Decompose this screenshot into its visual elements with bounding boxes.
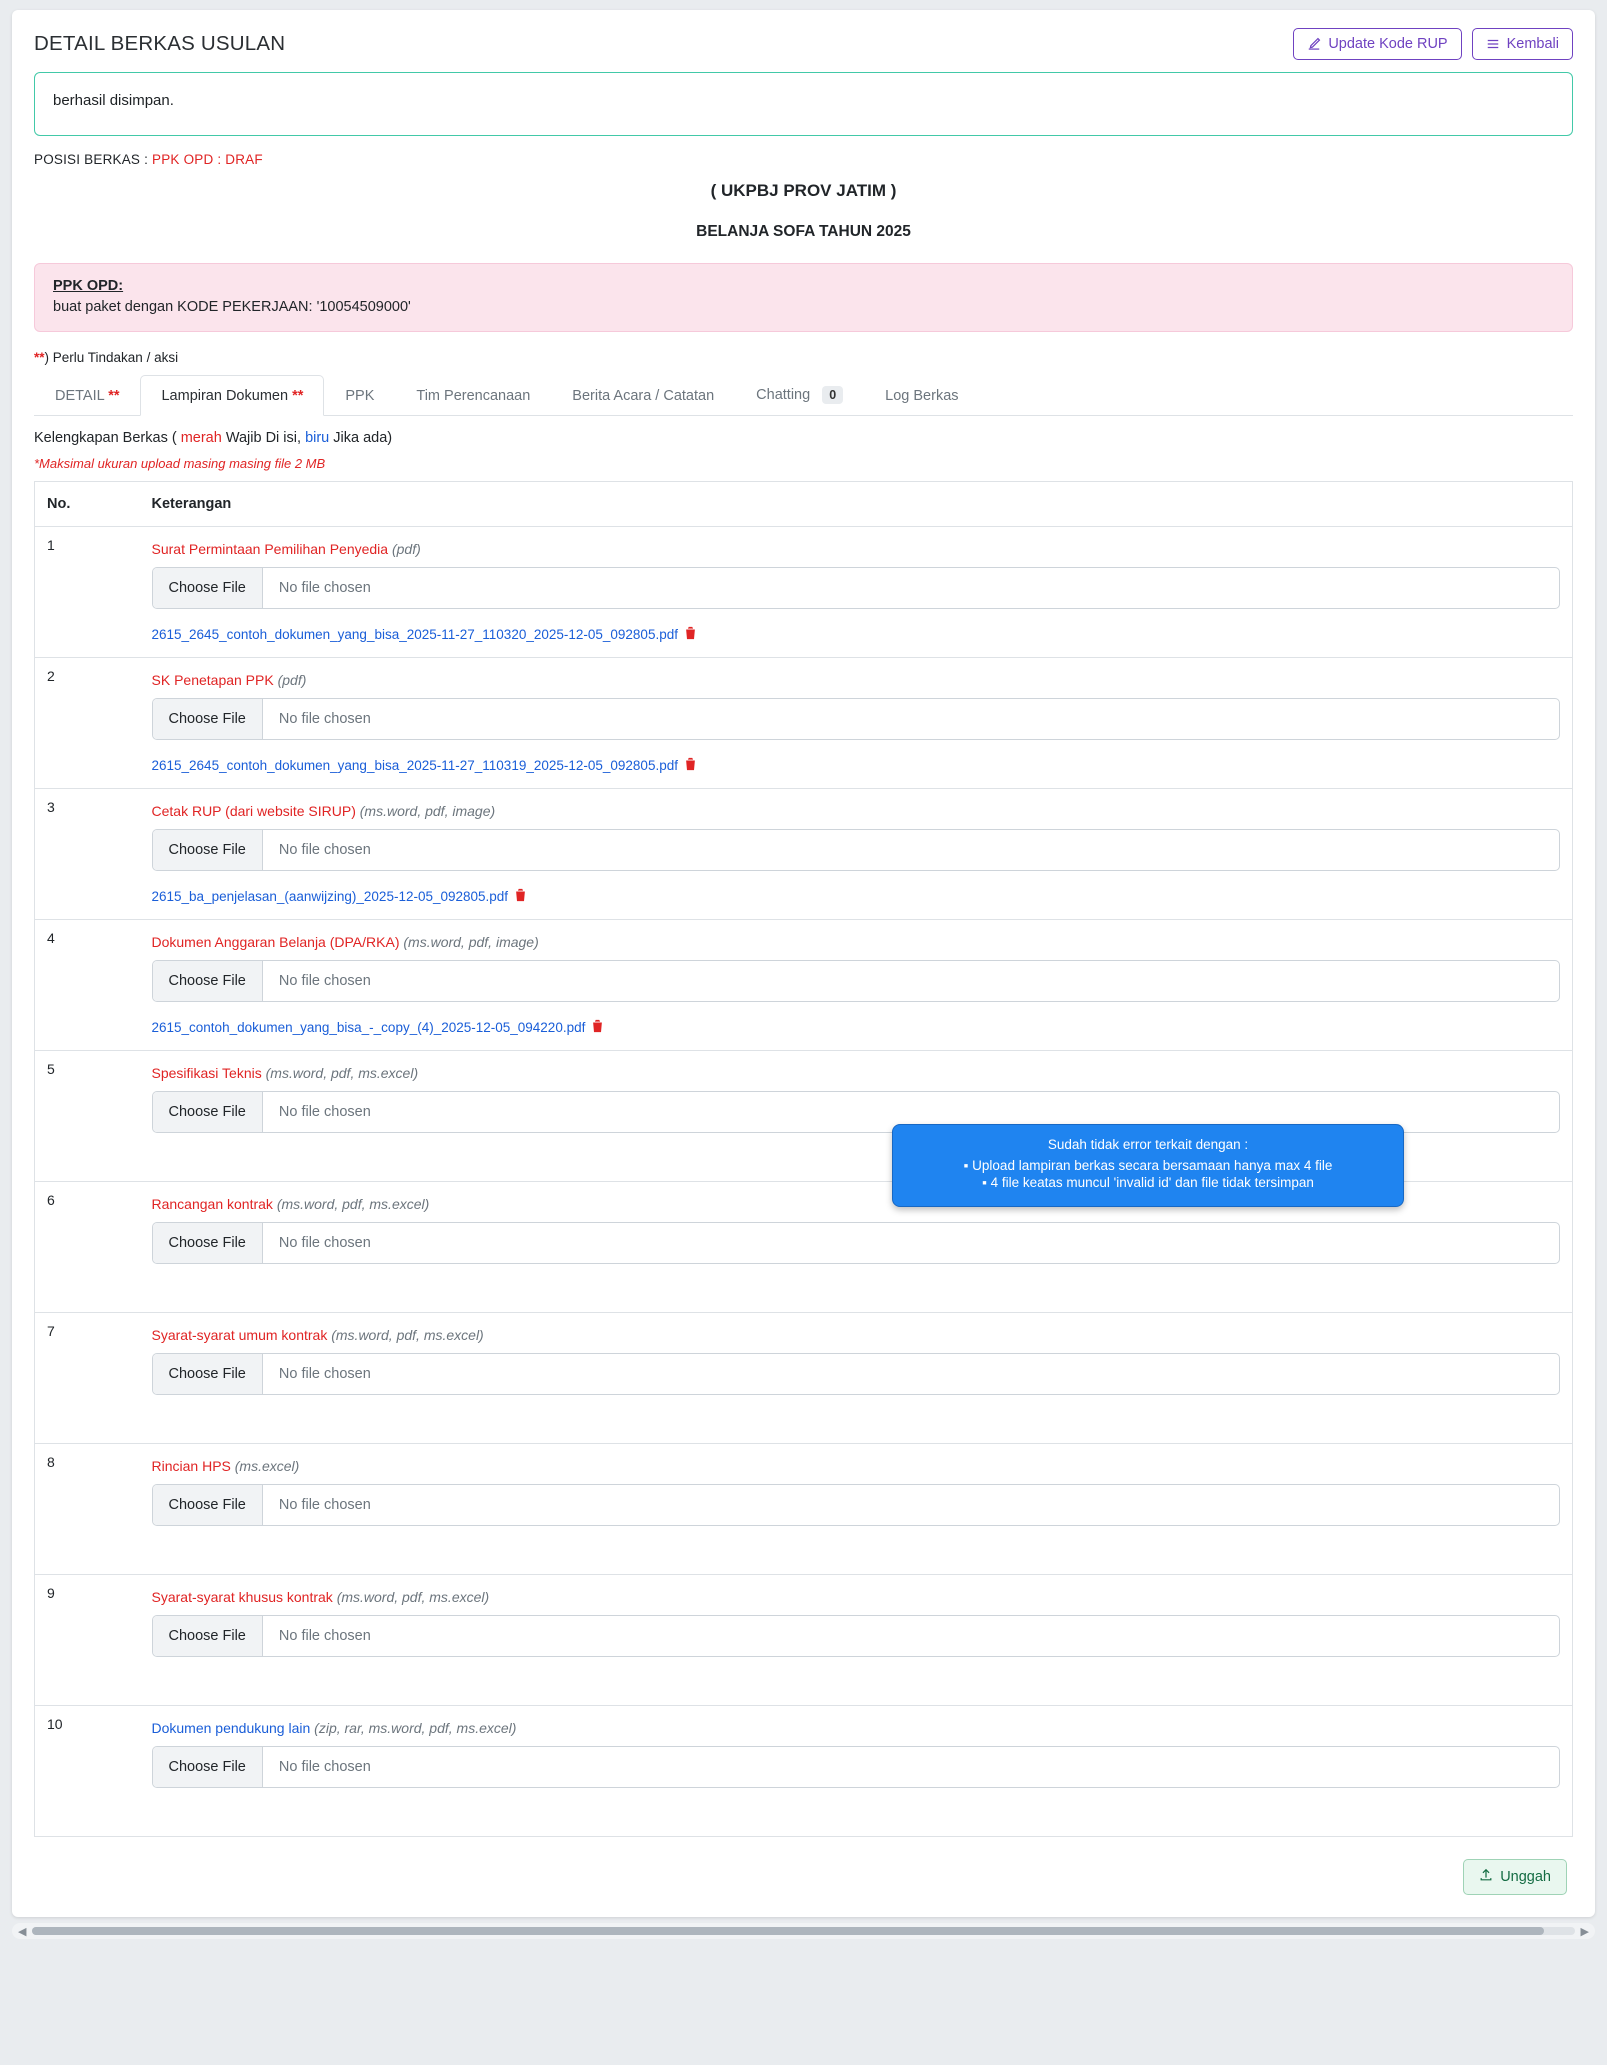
- file-input-9[interactable]: [152, 1615, 1561, 1657]
- file-name-display: No file chosen: [278, 1497, 371, 1513]
- delete-file-icon[interactable]: [514, 888, 527, 905]
- choose-file-button[interactable]: Choose File: [153, 830, 263, 870]
- row-no: 1: [35, 527, 140, 658]
- file-name-display: No file chosen: [278, 580, 371, 596]
- paket-title: BELANJA SOFA TAHUN 2025: [696, 223, 911, 240]
- uploaded-file-3: [152, 887, 1561, 905]
- file-input-2[interactable]: [152, 698, 1561, 740]
- table-row: [35, 1575, 1573, 1706]
- tooltip-list: [907, 1158, 1389, 1190]
- unggah-label: Unggah: [1500, 1869, 1551, 1885]
- choose-file-button[interactable]: Choose File: [153, 1092, 263, 1132]
- tab-detail[interactable]: [34, 375, 140, 416]
- posisi-berkas-label: POSISI BERKAS :: [34, 152, 152, 167]
- doc-label: [152, 803, 1561, 819]
- doc-name: Rincian HPS: [151, 1458, 231, 1474]
- tab-chatting-label: Chatting: [756, 387, 811, 403]
- tab-ppk-label: PPK: [345, 388, 375, 404]
- tooltip-item: ▪ 4 file keatas muncul 'invalid id' dan file tidak tersimpan: [907, 1175, 1389, 1190]
- file-name-display: No file chosen: [278, 711, 371, 727]
- uploaded-file-link[interactable]: 2615_2645_contoh_dokumen_yang_bisa_2025-11-27_110319_2025-12-05_092805.pdf: [151, 757, 678, 773]
- row-no: 7: [35, 1313, 140, 1444]
- tab-log-berkas-label: Log Berkas: [885, 388, 959, 404]
- row-no: 8: [35, 1444, 140, 1575]
- perlu-tindakan-note: [34, 350, 1573, 365]
- doc-name: SK Penetapan PPK: [151, 672, 274, 688]
- kelengkapan-blue: biru: [305, 430, 330, 446]
- file-input-7[interactable]: [152, 1353, 1561, 1395]
- row-no: 2: [35, 658, 140, 789]
- choose-file-button[interactable]: Choose File: [153, 1616, 263, 1656]
- choose-file-button[interactable]: Choose File: [153, 699, 263, 739]
- menu-icon: [1486, 37, 1500, 51]
- kelengkapan-post: Jika ada): [329, 430, 393, 446]
- info-tooltip: [892, 1124, 1404, 1207]
- doc-ext: (pdf): [391, 541, 421, 557]
- page-header: [34, 28, 1573, 72]
- file-input-4[interactable]: [152, 960, 1561, 1002]
- doc-label: [152, 1327, 1561, 1343]
- ppk-notice-role: PPK OPD:: [53, 278, 124, 294]
- doc-name: Syarat-syarat umum kontrak: [151, 1327, 328, 1343]
- table-row: [35, 1706, 1573, 1837]
- row-keterangan: [140, 1706, 1573, 1837]
- col-header-keterangan: Keterangan: [140, 482, 1573, 527]
- tooltip-item: ▪ Upload lampiran berkas secara bersamaan hanya max 4 file: [907, 1158, 1389, 1173]
- posisi-berkas-value: PPK OPD : DRAF: [152, 152, 263, 167]
- delete-file-icon[interactable]: [684, 626, 697, 643]
- row-no: 9: [35, 1575, 140, 1706]
- scroll-left-arrow[interactable]: ◀: [18, 1925, 27, 1938]
- doc-ext: (ms.excel): [234, 1458, 300, 1474]
- tab-berita-acara-catatan[interactable]: [551, 375, 735, 416]
- doc-label: [152, 1589, 1561, 1605]
- success-alert-message: berhasil disimpan.: [53, 92, 174, 109]
- kembali-label: Kembali: [1506, 36, 1559, 52]
- uploaded-file-7: [152, 1411, 1561, 1429]
- doc-name: Rancangan kontrak: [151, 1196, 273, 1212]
- file-name-display: No file chosen: [278, 1628, 371, 1644]
- kembali-button[interactable]: [1472, 28, 1573, 60]
- choose-file-button[interactable]: Choose File: [153, 568, 263, 608]
- kelengkapan-red: merah: [180, 430, 222, 446]
- choose-file-button[interactable]: Choose File: [153, 1485, 263, 1525]
- uploaded-file-link[interactable]: 2615_ba_penjelasan_(aanwijzing)_2025-12-05_092805.pdf: [151, 888, 509, 904]
- choose-file-button[interactable]: Choose File: [153, 961, 263, 1001]
- uploaded-file-8: [152, 1542, 1561, 1560]
- doc-name: Dokumen Anggaran Belanja (DPA/RKA): [151, 934, 400, 950]
- doc-name: Spesifikasi Teknis: [151, 1065, 262, 1081]
- footer-actions: [34, 1837, 1573, 1907]
- tab-log-berkas[interactable]: [864, 375, 979, 416]
- scroll-right-arrow[interactable]: ▶: [1580, 1925, 1589, 1938]
- org-title: ( UKPBJ PROV JATIM ): [710, 181, 897, 200]
- file-name-display: No file chosen: [278, 1235, 371, 1251]
- tab-detail-label: DETAIL: [55, 388, 105, 404]
- file-name-display: No file chosen: [278, 842, 371, 858]
- file-input-1[interactable]: [152, 567, 1561, 609]
- posisi-berkas: [34, 152, 1573, 167]
- doc-ext: (pdf): [277, 672, 307, 688]
- scrollbar-thumb[interactable]: [32, 1927, 1543, 1935]
- table-row: [35, 1444, 1573, 1575]
- file-input-3[interactable]: [152, 829, 1561, 871]
- doc-label: [152, 1458, 1561, 1474]
- delete-file-icon[interactable]: [684, 757, 697, 774]
- kelengkapan-mid: Wajib Di isi,: [221, 430, 306, 446]
- uploaded-file-1: [152, 625, 1561, 643]
- file-input-6[interactable]: [152, 1222, 1561, 1264]
- row-no: 6: [35, 1182, 140, 1313]
- uploaded-file-2: [152, 756, 1561, 774]
- tab-detail-required: **: [108, 388, 120, 404]
- kelengkapan-pre: Kelengkapan Berkas (: [34, 430, 181, 446]
- row-keterangan: [140, 1575, 1573, 1706]
- perlu-tindakan-text: ) Perlu Tindakan / aksi: [44, 350, 179, 365]
- choose-file-button[interactable]: Choose File: [153, 1354, 263, 1394]
- success-alert: [34, 72, 1573, 136]
- doc-label: [152, 934, 1561, 950]
- uploaded-file-4: [152, 1018, 1561, 1036]
- doc-name: Dokumen pendukung lain: [151, 1720, 311, 1736]
- tab-berita-acara-catatan-label: Berita Acara / Catatan: [572, 388, 715, 404]
- row-no: 3: [35, 789, 140, 920]
- row-keterangan: [140, 658, 1573, 789]
- uploaded-file-6: [152, 1280, 1561, 1298]
- uploaded-file-9: [152, 1673, 1561, 1691]
- doc-label: [152, 541, 1561, 557]
- row-no: 10: [35, 1706, 140, 1837]
- table-header-row: [35, 482, 1573, 527]
- horizontal-scrollbar[interactable]: [12, 1923, 1595, 1939]
- chatting-count-badge: 0: [822, 386, 843, 404]
- doc-ext: (ms.word, pdf, ms.excel): [276, 1196, 430, 1212]
- row-keterangan: [140, 1313, 1573, 1444]
- upload-icon: [1479, 1868, 1493, 1886]
- tab-ppk[interactable]: [324, 375, 395, 416]
- tab-lampiran-dokumen[interactable]: [140, 375, 324, 416]
- file-name-display: No file chosen: [278, 1366, 371, 1382]
- choose-file-button[interactable]: Choose File: [153, 1747, 263, 1787]
- row-keterangan: [140, 527, 1573, 658]
- choose-file-button[interactable]: Choose File: [153, 1223, 263, 1263]
- unggah-button[interactable]: [1463, 1859, 1567, 1895]
- update-kode-rup-button[interactable]: [1293, 28, 1461, 60]
- uploaded-file-link[interactable]: 2615_2645_contoh_dokumen_yang_bisa_2025-11-27_110320_2025-12-05_092805.pdf: [151, 626, 678, 642]
- row-keterangan: [140, 920, 1573, 1051]
- max-upload-note: *Maksimal ukuran upload masing masing file 2 MB: [34, 456, 326, 471]
- tab-lampiran-dokumen-label: Lampiran Dokumen: [161, 388, 289, 404]
- edit-icon: [1307, 37, 1321, 51]
- table-row: [35, 789, 1573, 920]
- col-header-no: No.: [35, 482, 140, 527]
- table-row: [35, 1313, 1573, 1444]
- detail-card: [12, 10, 1595, 1917]
- delete-file-icon[interactable]: [591, 1019, 604, 1036]
- perlu-tindakan-mark: **: [34, 350, 45, 365]
- ppk-notice-text: buat paket dengan KODE PEKERJAAN: '10054509000': [53, 299, 411, 315]
- row-keterangan: [140, 789, 1573, 920]
- row-no: 4: [35, 920, 140, 1051]
- doc-name: Surat Permintaan Pemilihan Penyedia: [151, 541, 389, 557]
- file-input-10[interactable]: [152, 1746, 1561, 1788]
- tab-tim-perencanaan[interactable]: [395, 375, 551, 416]
- file-input-8[interactable]: [152, 1484, 1561, 1526]
- doc-ext: (ms.word, pdf, ms.excel): [336, 1589, 490, 1605]
- doc-label: [152, 1720, 1561, 1736]
- tab-chatting[interactable]: [735, 373, 864, 416]
- doc-ext: (ms.word, pdf, ms.excel): [331, 1327, 484, 1343]
- doc-name: Syarat-syarat khusus kontrak: [151, 1589, 333, 1605]
- table-row: [35, 658, 1573, 789]
- ppk-notice: [34, 263, 1573, 332]
- header-actions: [1293, 28, 1573, 60]
- doc-name: Cetak RUP (dari website SIRUP): [151, 803, 356, 819]
- tab-lampiran-dokumen-required: **: [292, 388, 304, 404]
- doc-label: [152, 672, 1561, 688]
- tab-tim-perencanaan-label: Tim Perencanaan: [416, 388, 531, 404]
- update-kode-rup-label: Update Kode RUP: [1328, 36, 1448, 52]
- uploaded-file-link[interactable]: 2615_contoh_dokumen_yang_bisa_-_copy_(4)_2025-12-05_094220.pdf: [151, 1019, 586, 1035]
- table-row: [35, 527, 1573, 658]
- kelengkapan-note: [34, 430, 1573, 446]
- uploaded-file-10: [152, 1804, 1561, 1822]
- doc-ext: (ms.word, pdf, image): [359, 803, 496, 819]
- file-name-display: No file chosen: [278, 1104, 371, 1120]
- table-row: [35, 920, 1573, 1051]
- doc-label: [152, 1065, 1561, 1081]
- row-keterangan: [140, 1444, 1573, 1575]
- tabs: [34, 373, 1573, 416]
- scrollbar-track[interactable]: [32, 1927, 1574, 1935]
- file-name-display: No file chosen: [278, 1759, 371, 1775]
- doc-ext: (ms.word, pdf, image): [403, 934, 539, 950]
- doc-ext: (ms.word, pdf, ms.excel): [265, 1065, 419, 1081]
- tooltip-title: Sudah tidak error terkait dengan :: [1047, 1137, 1249, 1152]
- file-name-display: No file chosen: [278, 973, 371, 989]
- doc-ext: (zip, rar, ms.word, pdf, ms.excel): [314, 1720, 517, 1736]
- page-title: DETAIL BERKAS USULAN: [34, 32, 286, 55]
- row-no: 5: [35, 1051, 140, 1182]
